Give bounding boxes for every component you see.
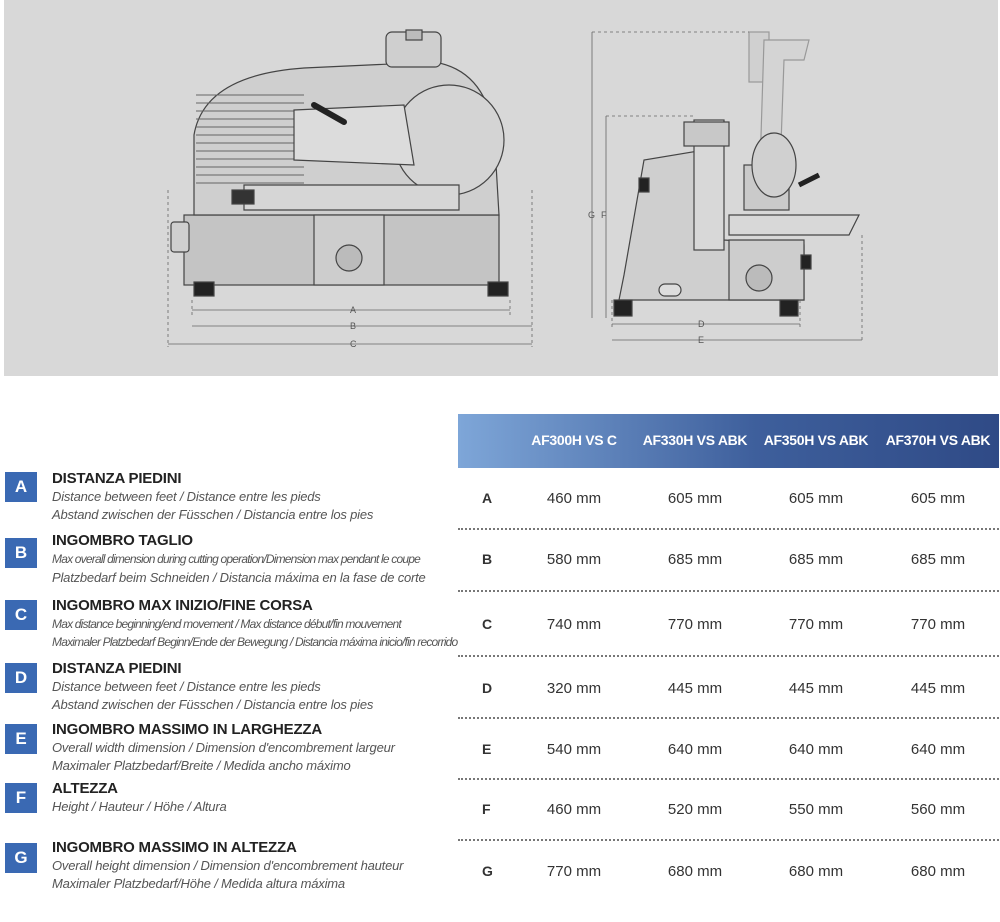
- table-header: [458, 414, 999, 468]
- row-subtitle: Max distance beginning/end movement / Max distance début/fin mouvement: [52, 617, 401, 631]
- column-header: AF350H VS ABK: [763, 432, 869, 448]
- row-badge: E: [5, 724, 37, 754]
- slicer-drawing-svg: [4, 0, 998, 376]
- row-subtitle: Max overall dimension during cutting operation/Dimension max pendant le coupe: [52, 552, 420, 566]
- row-title: INGOMBRO MASSIMO IN LARGHEZZA: [52, 721, 323, 738]
- cell-value: 680 mm: [788, 863, 844, 880]
- technical-drawing: [4, 0, 998, 376]
- row-title: INGOMBRO MASSIMO IN ALTEZZA: [52, 839, 297, 856]
- row-subtitle: Distance between feet / Distance entre les pieds: [52, 489, 321, 504]
- row-key: C: [482, 616, 493, 632]
- dim-label-f: F: [601, 210, 607, 220]
- row-divider: [458, 528, 999, 530]
- row-badge: A: [5, 472, 37, 502]
- cell-value: 605 mm: [910, 490, 966, 507]
- cell-value: 640 mm: [667, 741, 723, 758]
- cell-value: 445 mm: [910, 680, 966, 697]
- cell-value: 580 mm: [546, 551, 602, 568]
- row-subtitle: Distance between feet / Distance entre les pieds: [52, 679, 321, 694]
- row-title: DISTANZA PIEDINI: [52, 470, 182, 487]
- row-key: D: [482, 680, 493, 696]
- cell-value: 685 mm: [910, 551, 966, 568]
- cell-value: 560 mm: [910, 801, 966, 818]
- column-header: AF370H VS ABK: [885, 432, 991, 448]
- dim-label-a: A: [350, 305, 357, 315]
- cell-value: 540 mm: [546, 741, 602, 758]
- row-badge: D: [5, 663, 37, 693]
- row-subtitle: Maximaler Platzbedarf Beginn/Ende der Bewegung / Distancia máxima inicio/fin recorrido: [52, 635, 458, 649]
- cell-value: 445 mm: [667, 680, 723, 697]
- row-subtitle: Maximaler Platzbedarf/Breite / Medida ancho máximo: [52, 758, 351, 773]
- cell-value: 640 mm: [910, 741, 966, 758]
- cell-value: 680 mm: [667, 863, 723, 880]
- dim-label-c: C: [350, 339, 357, 349]
- cell-value: 680 mm: [910, 863, 966, 880]
- row-title: INGOMBRO MAX INIZIO/FINE CORSA: [52, 597, 313, 614]
- row-divider: [458, 655, 999, 657]
- row-divider: [458, 590, 999, 592]
- row-badge: F: [5, 783, 37, 813]
- cell-value: 685 mm: [667, 551, 723, 568]
- cell-value: 640 mm: [788, 741, 844, 758]
- cell-value: 320 mm: [546, 680, 602, 697]
- row-badge: B: [5, 538, 37, 568]
- row-key: F: [482, 801, 491, 817]
- cell-value: 605 mm: [667, 490, 723, 507]
- cell-value: 770 mm: [788, 616, 844, 633]
- row-divider: [458, 717, 999, 719]
- row-subtitle: Abstand zwischen der Füsschen / Distancia entre los pies: [52, 697, 374, 712]
- cell-value: 770 mm: [546, 863, 602, 880]
- cell-value: 520 mm: [667, 801, 723, 818]
- column-header: AF300H VS C: [531, 432, 617, 448]
- row-badge: C: [5, 600, 37, 630]
- row-title: INGOMBRO TAGLIO: [52, 532, 193, 549]
- cell-value: 605 mm: [788, 490, 844, 507]
- row-key: A: [482, 490, 493, 506]
- row-divider: [458, 778, 999, 780]
- cell-value: 550 mm: [788, 801, 844, 818]
- row-title: DISTANZA PIEDINI: [52, 660, 182, 677]
- row-key: G: [482, 863, 493, 879]
- cell-value: 460 mm: [546, 801, 602, 818]
- row-key: E: [482, 741, 492, 757]
- cell-value: 740 mm: [546, 616, 602, 633]
- cell-value: 460 mm: [546, 490, 602, 507]
- row-subtitle: Maximaler Platzbedarf/Höhe / Medida altura máxima: [52, 876, 345, 891]
- row-subtitle: Platzbedarf beim Schneiden / Distancia máxima en la fase de corte: [52, 570, 426, 585]
- dim-label-e: E: [698, 335, 705, 345]
- row-divider: [458, 839, 999, 841]
- dim-label-g: G: [588, 210, 596, 220]
- row-subtitle: Height / Hauteur / Höhe / Altura: [52, 799, 227, 814]
- column-header: AF330H VS ABK: [642, 432, 748, 448]
- row-badge: G: [5, 843, 37, 873]
- row-subtitle: Abstand zwischen der Füsschen / Distancia entre los pies: [52, 507, 374, 522]
- cell-value: 685 mm: [788, 551, 844, 568]
- dim-label-d: D: [698, 319, 705, 329]
- cell-value: 445 mm: [788, 680, 844, 697]
- cell-value: 770 mm: [910, 616, 966, 633]
- row-key: B: [482, 551, 493, 567]
- row-subtitle: Overall width dimension / Dimension d'encombrement largeur: [52, 740, 395, 755]
- dim-label-b: B: [350, 321, 357, 331]
- front-view-slicer: [171, 30, 508, 296]
- side-view-slicer: [614, 32, 859, 316]
- row-subtitle: Overall height dimension / Dimension d'encombrement hauteur: [52, 858, 404, 873]
- row-title: ALTEZZA: [52, 780, 118, 797]
- cell-value: 770 mm: [667, 616, 723, 633]
